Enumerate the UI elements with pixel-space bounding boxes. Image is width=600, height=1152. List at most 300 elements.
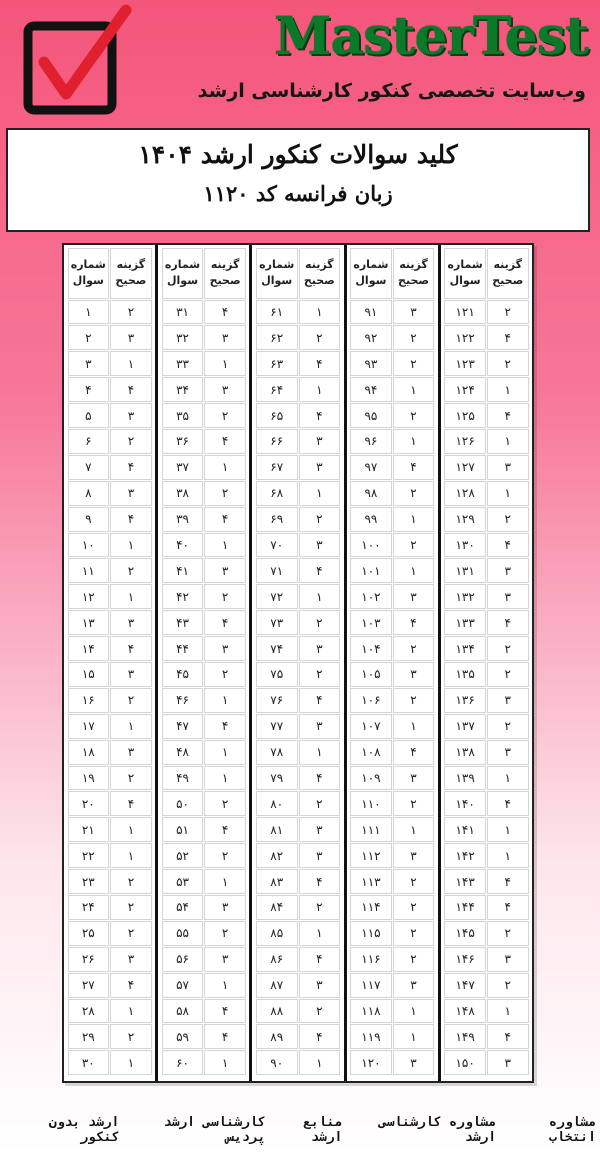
answer-cell: ۲ <box>393 351 435 376</box>
answer-cell: ۳ <box>110 481 152 506</box>
answer-cell: ۱ <box>487 843 529 868</box>
question-number-cell: ۹۵ <box>350 403 392 428</box>
table-row <box>444 687 529 713</box>
question-number-cell: ۵۳ <box>162 869 204 894</box>
question-number-cell: ۹۳ <box>350 351 392 376</box>
question-number-cell: ۴۱ <box>162 558 204 583</box>
answer-cell: ۱ <box>110 1050 152 1075</box>
answer-cell: ۲ <box>204 662 246 687</box>
answer-cell: ۴ <box>487 403 529 428</box>
table-row <box>444 558 529 584</box>
table-row <box>67 713 152 739</box>
answer-cell: ۱ <box>393 429 435 454</box>
table-row <box>350 843 435 869</box>
table-row <box>161 843 246 869</box>
table-row <box>161 972 246 998</box>
table-row <box>255 687 340 713</box>
answer-cell: ۳ <box>299 533 341 558</box>
question-number-cell: ۲۲ <box>68 843 110 868</box>
question-number-cell: ۱۲۰ <box>350 1050 392 1075</box>
answer-cell: ۲ <box>110 921 152 946</box>
answer-cell: ۴ <box>204 714 246 739</box>
table-row <box>350 454 435 480</box>
table-row <box>255 946 340 972</box>
table-row <box>255 325 340 351</box>
table-row <box>444 610 529 636</box>
question-number-cell: ۱۲۵ <box>444 403 486 428</box>
answer-cell: ۲ <box>393 533 435 558</box>
question-number-cell: ۸۷ <box>256 973 298 998</box>
question-number-cell: ۱۳۷ <box>444 714 486 739</box>
table-row <box>350 480 435 506</box>
question-number-cell: ۱۱۱ <box>350 817 392 842</box>
table-row <box>255 584 340 610</box>
answer-cell: ۱ <box>204 533 246 558</box>
table-row <box>444 791 529 817</box>
table-row <box>444 765 529 791</box>
table-row <box>255 610 340 636</box>
table-row <box>444 817 529 843</box>
question-number-cell: ۱۳۸ <box>444 740 486 765</box>
answer-cell: ۱ <box>204 740 246 765</box>
question-number-cell: ۹۴ <box>350 377 392 402</box>
answer-cell: ۲ <box>393 791 435 816</box>
question-number-cell: ۴۴ <box>162 636 204 661</box>
table-row <box>444 480 529 506</box>
answer-cell: ۲ <box>110 869 152 894</box>
question-number-cell: ۴۹ <box>162 766 204 791</box>
answer-cell: ۳ <box>393 843 435 868</box>
table-row <box>161 377 246 403</box>
table-row <box>255 480 340 506</box>
table-group <box>438 245 532 1081</box>
table-row <box>255 377 340 403</box>
answer-cell: ۳ <box>299 429 341 454</box>
answer-cell: ۴ <box>299 947 341 972</box>
answer-cell: ۱ <box>110 843 152 868</box>
question-number-cell: ۳۹ <box>162 507 204 532</box>
answer-cell: ۲ <box>204 584 246 609</box>
table-row <box>444 661 529 687</box>
answer-cell: ۱ <box>393 377 435 402</box>
question-number-cell: ۱۴۰ <box>444 791 486 816</box>
question-number-cell: ۷۹ <box>256 766 298 791</box>
table-row <box>444 739 529 765</box>
table-row <box>350 894 435 920</box>
question-number-cell: ۸۹ <box>256 1024 298 1049</box>
footer-link[interactable]: ارشد بدون کنکور <box>48 1115 120 1145</box>
question-number-cell: ۱۳۱ <box>444 558 486 583</box>
table-row <box>67 610 152 636</box>
header-correct-answer: گزینه صحیح <box>487 248 529 299</box>
question-number-cell: ۹۷ <box>350 455 392 480</box>
question-number-cell: ۸۱ <box>256 817 298 842</box>
table-row <box>444 506 529 532</box>
question-number-cell: ۱۵ <box>68 662 110 687</box>
question-number-cell: ۱۱۶ <box>350 947 392 972</box>
table-row <box>444 377 529 403</box>
answer-cell: ۴ <box>110 377 152 402</box>
answer-cell: ۴ <box>204 1024 246 1049</box>
answer-cell: ۲ <box>393 688 435 713</box>
question-number-cell: ۱۴۸ <box>444 999 486 1024</box>
question-number-cell: ۱۱ <box>68 558 110 583</box>
question-number-cell: ۶۴ <box>256 377 298 402</box>
answer-cell: ۴ <box>299 766 341 791</box>
answer-cell: ۲ <box>110 558 152 583</box>
table-header-row <box>161 247 246 299</box>
header-question-number: شماره سوال <box>162 248 204 299</box>
question-number-cell: ۹۰ <box>256 1050 298 1075</box>
table-row <box>444 403 529 429</box>
table-row <box>350 610 435 636</box>
question-number-cell: ۵۴ <box>162 895 204 920</box>
table-row <box>350 739 435 765</box>
answer-cell: ۳ <box>299 817 341 842</box>
answer-cell: ۴ <box>487 610 529 635</box>
table-row <box>444 920 529 946</box>
answer-cell: ۲ <box>110 1024 152 1049</box>
question-number-cell: ۵۹ <box>162 1024 204 1049</box>
question-number-cell: ۶۵ <box>256 403 298 428</box>
question-number-cell: ۵۷ <box>162 973 204 998</box>
answer-cell: ۱ <box>393 714 435 739</box>
table-row <box>255 894 340 920</box>
question-number-cell: ۳۲ <box>162 325 204 350</box>
answer-cell: ۳ <box>110 610 152 635</box>
answer-cell: ۲ <box>393 869 435 894</box>
table-row <box>255 972 340 998</box>
question-number-cell: ۷۳ <box>256 610 298 635</box>
question-number-cell: ۸۵ <box>256 921 298 946</box>
brand-name[interactable]: MasterTest <box>273 6 588 67</box>
question-number-cell: ۳۵ <box>162 403 204 428</box>
question-number-cell: ۵ <box>68 403 110 428</box>
question-number-cell: ۱۲ <box>68 584 110 609</box>
table-group <box>249 245 343 1081</box>
question-number-cell: ۷۸ <box>256 740 298 765</box>
question-number-cell: ۵۰ <box>162 791 204 816</box>
table-row <box>67 765 152 791</box>
answer-cell: ۳ <box>110 947 152 972</box>
table-row <box>161 998 246 1024</box>
answer-cell: ۱ <box>204 869 246 894</box>
question-number-cell: ۱۴۵ <box>444 921 486 946</box>
table-row <box>350 998 435 1024</box>
question-number-cell: ۲ <box>68 325 110 350</box>
table-row <box>444 1050 529 1076</box>
table-row <box>350 713 435 739</box>
answer-cell: ۲ <box>487 507 529 532</box>
table-row <box>350 946 435 972</box>
table-row <box>161 739 246 765</box>
question-number-cell: ۲۸ <box>68 999 110 1024</box>
table-row <box>255 428 340 454</box>
table-row <box>444 428 529 454</box>
question-number-cell: ۱۰۴ <box>350 636 392 661</box>
answer-cell: ۳ <box>393 1050 435 1075</box>
question-number-cell: ۱۹ <box>68 766 110 791</box>
answer-cell: ۲ <box>299 791 341 816</box>
answer-cell: ۴ <box>204 999 246 1024</box>
question-number-cell: ۱۲۹ <box>444 507 486 532</box>
question-number-cell: ۳۷ <box>162 455 204 480</box>
question-number-cell: ۶۲ <box>256 325 298 350</box>
answer-cell: ۴ <box>110 455 152 480</box>
question-number-cell: ۵۱ <box>162 817 204 842</box>
answer-cell: ۳ <box>487 688 529 713</box>
question-number-cell: ۱۷ <box>68 714 110 739</box>
table-row <box>67 377 152 403</box>
table-row <box>161 428 246 454</box>
question-number-cell: ۱۱۹ <box>350 1024 392 1049</box>
header-correct-answer: گزینه صحیح <box>110 248 152 299</box>
table-row <box>161 687 246 713</box>
table-row <box>161 610 246 636</box>
question-number-cell: ۲۳ <box>68 869 110 894</box>
answer-cell: ۴ <box>487 325 529 350</box>
answer-cell: ۲ <box>110 300 152 325</box>
question-number-cell: ۲۱ <box>68 817 110 842</box>
answer-cell: ۲ <box>393 325 435 350</box>
answer-cell: ۳ <box>393 662 435 687</box>
table-row <box>67 791 152 817</box>
table-row <box>161 817 246 843</box>
table-row <box>67 480 152 506</box>
question-number-cell: ۴۲ <box>162 584 204 609</box>
table-row <box>67 894 152 920</box>
answer-cell: ۱ <box>393 558 435 583</box>
question-number-cell: ۸۸ <box>256 999 298 1024</box>
answer-cell: ۴ <box>299 351 341 376</box>
question-number-cell: ۷۴ <box>256 636 298 661</box>
answer-cell: ۱ <box>204 766 246 791</box>
table-row <box>255 739 340 765</box>
answer-cell: ۴ <box>393 455 435 480</box>
question-number-cell: ۵۲ <box>162 843 204 868</box>
question-number-cell: ۷۰ <box>256 533 298 558</box>
question-number-cell: ۲۶ <box>68 947 110 972</box>
question-number-cell: ۸۰ <box>256 791 298 816</box>
answer-cell: ۳ <box>204 636 246 661</box>
answer-cell: ۳ <box>204 558 246 583</box>
answer-cell: ۲ <box>110 429 152 454</box>
question-number-cell: ۱۰۰ <box>350 533 392 558</box>
answer-cell: ۳ <box>110 403 152 428</box>
header <box>0 0 600 122</box>
table-row <box>255 765 340 791</box>
answer-cell: ۴ <box>110 636 152 661</box>
footer-link[interactable]: مشاوره کارشناسی ارشد <box>378 1115 497 1145</box>
footer-link[interactable]: کارشناسی ارشد پردیس <box>163 1115 266 1145</box>
answer-cell: ۲ <box>204 921 246 946</box>
answer-cell: ۲ <box>299 325 341 350</box>
table-row <box>350 687 435 713</box>
site-tagline: وب‌سایت تخصصی کنکور کارشناسی ارشد <box>197 80 586 102</box>
answer-cell: ۱ <box>487 766 529 791</box>
table-row <box>444 325 529 351</box>
question-number-cell: ۱۲۸ <box>444 481 486 506</box>
answer-cell: ۱ <box>299 921 341 946</box>
answer-cell: ۱ <box>299 1050 341 1075</box>
table-row <box>255 998 340 1024</box>
question-number-cell: ۱۲۲ <box>444 325 486 350</box>
table-row <box>67 454 152 480</box>
footer-link[interactable]: مشاوره انتخاب <box>549 1115 596 1145</box>
table-row <box>161 765 246 791</box>
question-number-cell: ۱۴۴ <box>444 895 486 920</box>
question-number-cell: ۳۶ <box>162 429 204 454</box>
table-row <box>255 558 340 584</box>
table-row <box>255 817 340 843</box>
answer-cell: ۳ <box>487 455 529 480</box>
question-number-cell: ۱۱۰ <box>350 791 392 816</box>
table-row <box>350 661 435 687</box>
answer-cell: ۴ <box>110 507 152 532</box>
answer-cell: ۳ <box>299 455 341 480</box>
answer-cell: ۴ <box>487 791 529 816</box>
answer-cell: ۴ <box>204 610 246 635</box>
answer-cell: ۴ <box>110 791 152 816</box>
table-row <box>444 946 529 972</box>
answer-cell: ۳ <box>487 558 529 583</box>
table-row <box>67 998 152 1024</box>
table-row <box>67 558 152 584</box>
question-number-cell: ۱۰۱ <box>350 558 392 583</box>
table-row <box>67 869 152 895</box>
table-row <box>350 920 435 946</box>
answer-cell: ۱ <box>487 429 529 454</box>
answer-cell: ۳ <box>110 325 152 350</box>
answer-cell: ۱ <box>299 300 341 325</box>
header-question-number: شماره سوال <box>444 248 486 299</box>
table-row <box>350 428 435 454</box>
table-row <box>350 403 435 429</box>
table-row <box>161 1024 246 1050</box>
answer-cell: ۱ <box>204 973 246 998</box>
question-number-cell: ۱۲۳ <box>444 351 486 376</box>
question-number-cell: ۶۰ <box>162 1050 204 1075</box>
footer-links <box>0 1108 600 1152</box>
table-row <box>255 636 340 662</box>
answer-cell: ۳ <box>487 740 529 765</box>
answer-cell: ۱ <box>110 351 152 376</box>
question-number-cell: ۹۱ <box>350 300 392 325</box>
answer-cell: ۱ <box>204 1050 246 1075</box>
question-number-cell: ۱۱۳ <box>350 869 392 894</box>
table-row <box>67 946 152 972</box>
answer-key-table <box>62 243 534 1083</box>
table-row <box>350 584 435 610</box>
question-number-cell: ۸۳ <box>256 869 298 894</box>
table-row <box>444 998 529 1024</box>
title-box <box>6 128 590 232</box>
question-number-cell: ۱۳۰ <box>444 533 486 558</box>
question-number-cell: ۱۸ <box>68 740 110 765</box>
question-number-cell: ۱۰۵ <box>350 662 392 687</box>
table-row <box>444 532 529 558</box>
answer-cell: ۳ <box>299 714 341 739</box>
answer-cell: ۱ <box>299 740 341 765</box>
answer-cell: ۴ <box>393 610 435 635</box>
header-correct-answer: گزینه صحیح <box>299 248 341 299</box>
answer-cell: ۲ <box>299 507 341 532</box>
question-number-cell: ۱۳۴ <box>444 636 486 661</box>
table-row <box>161 480 246 506</box>
table-row <box>161 636 246 662</box>
checkbox-check-icon <box>14 4 134 120</box>
table-row <box>255 506 340 532</box>
answer-cell: ۲ <box>487 921 529 946</box>
question-number-cell: ۱۰۶ <box>350 688 392 713</box>
table-row <box>161 325 246 351</box>
question-number-cell: ۵۸ <box>162 999 204 1024</box>
answer-cell: ۲ <box>204 403 246 428</box>
table-row <box>255 351 340 377</box>
question-number-cell: ۴ <box>68 377 110 402</box>
question-number-cell: ۱۰۳ <box>350 610 392 635</box>
table-row <box>67 972 152 998</box>
question-number-cell: ۱۲۱ <box>444 300 486 325</box>
question-number-cell: ۷۷ <box>256 714 298 739</box>
question-number-cell: ۱۱۸ <box>350 999 392 1024</box>
answer-cell: ۱ <box>299 584 341 609</box>
question-number-cell: ۴۳ <box>162 610 204 635</box>
answer-cell: ۳ <box>110 662 152 687</box>
answer-cell: ۳ <box>204 377 246 402</box>
answer-cell: ۴ <box>487 869 529 894</box>
answer-cell: ۲ <box>393 947 435 972</box>
question-number-cell: ۱۴۲ <box>444 843 486 868</box>
answer-cell: ۲ <box>487 300 529 325</box>
question-number-cell: ۶ <box>68 429 110 454</box>
answer-cell: ۲ <box>110 895 152 920</box>
answer-cell: ۳ <box>487 947 529 972</box>
question-number-cell: ۱۴۱ <box>444 817 486 842</box>
footer-link[interactable]: منابع ارشد <box>303 1115 343 1145</box>
table-row <box>350 377 435 403</box>
table-row <box>67 506 152 532</box>
question-number-cell: ۲۹ <box>68 1024 110 1049</box>
question-number-cell: ۲۷ <box>68 973 110 998</box>
answer-cell: ۲ <box>487 662 529 687</box>
table-row <box>67 1050 152 1076</box>
table-row <box>67 428 152 454</box>
question-number-cell: ۱۱۵ <box>350 921 392 946</box>
table-row <box>161 791 246 817</box>
table-row <box>161 299 246 325</box>
question-number-cell: ۳۱ <box>162 300 204 325</box>
table-row <box>161 558 246 584</box>
question-number-cell: ۱۳ <box>68 610 110 635</box>
table-row <box>67 532 152 558</box>
question-number-cell: ۱۴۹ <box>444 1024 486 1049</box>
table-row <box>350 351 435 377</box>
table-row <box>255 713 340 739</box>
table-row <box>161 894 246 920</box>
table-row <box>161 946 246 972</box>
answer-cell: ۲ <box>299 895 341 920</box>
table-row <box>255 454 340 480</box>
answer-cell: ۱ <box>487 377 529 402</box>
question-number-cell: ۷۱ <box>256 558 298 583</box>
answer-cell: ۳ <box>393 766 435 791</box>
table-row <box>350 869 435 895</box>
table-row <box>350 1050 435 1076</box>
question-number-cell: ۱۳۵ <box>444 662 486 687</box>
question-number-cell: ۱۱۷ <box>350 973 392 998</box>
answer-cell: ۱ <box>204 688 246 713</box>
